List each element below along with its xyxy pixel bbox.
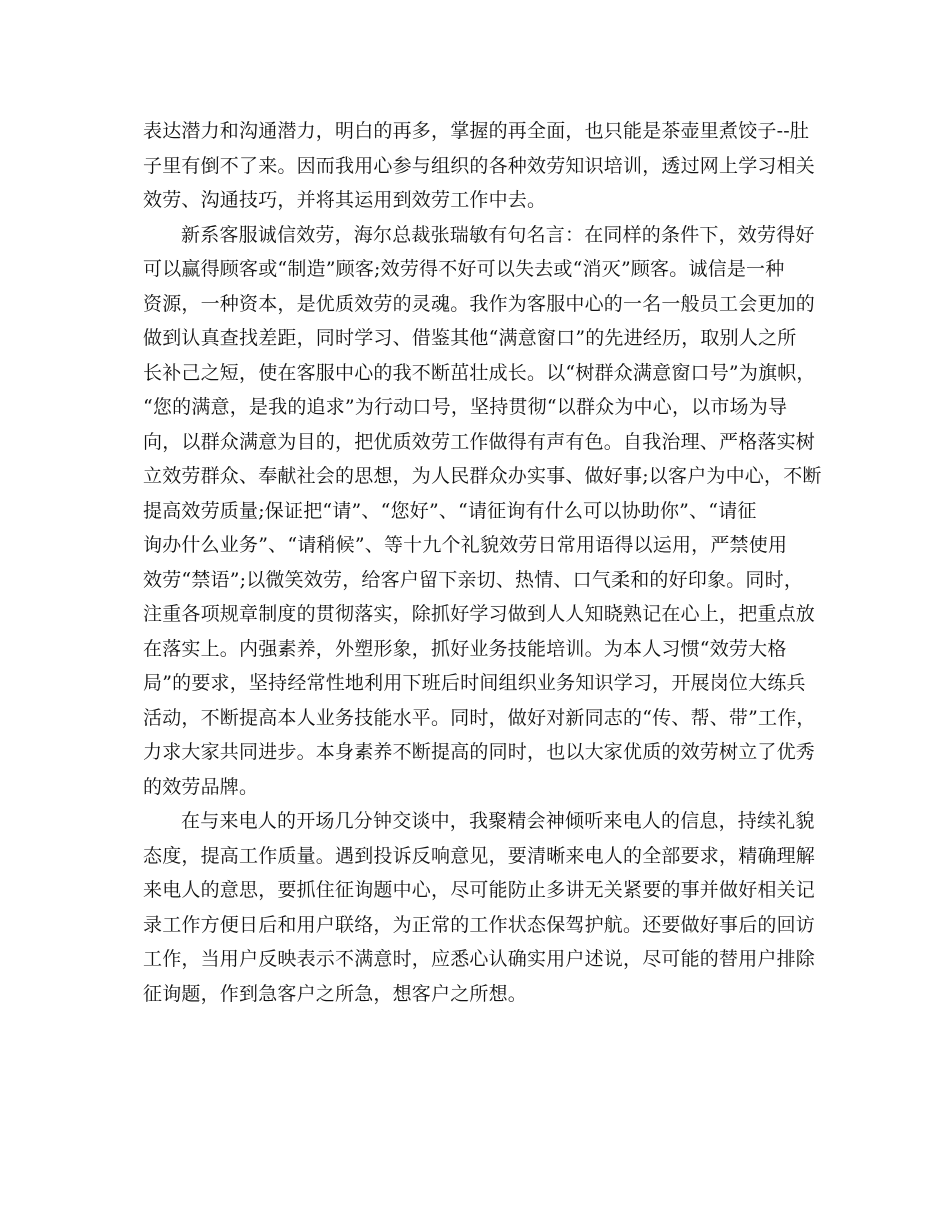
text-line: 做到认真查找差距，同时学习、借鉴其他“满意窗口”的先进经历，取别人之所 (143, 327, 797, 349)
text-line: 在落实上。内强素养，外塑形象，抓好业务技能培训。为本人习惯“效劳大格 (143, 637, 787, 660)
text-line: 工作，当用户反映表示不满意时，应悉心认确实用户述说，尽可能的替用户排除 (143, 948, 816, 970)
text-line: 征询题，作到急客户之所急，想客户之所想。 (143, 982, 528, 1005)
text-line: “您的满意，是我的追求”为行动口号，坚持贯彻“以群众为中心，以市场为导 (143, 396, 788, 418)
text-line: 资源，一种资本，是优质效劳的灵魂。我作为客服中心的一名一般员工会更加的 (143, 292, 816, 315)
text-line: 注重各项规章制度的贯彻落实，除抓好学习做到人人知晓熟记在心上，把重点放 (143, 603, 816, 625)
text-line: 来电人的意思，要抓住征询题中心，尽可能防止多讲无关紧要的事并做好相关记 (143, 879, 816, 901)
text-line: 局”的要求，坚持经常性地利用下班后时间组织业务知识学习，开展岗位大练兵 (143, 672, 806, 694)
paragraph-1 (143, 114, 816, 218)
text-line: 效劳、沟通技巧，并将其运用到效劳工作中去。 (143, 189, 547, 211)
document-body (143, 114, 822, 1011)
text-line: 长补己之短，使在客服中心的我不断茁壮成长。以“树群众满意窗口号”为旗帜， (143, 361, 816, 384)
text-line: 立效劳群众、奉献社会的思想，为人民群众办实事、做好事;以客户为中心，不断 (143, 465, 822, 487)
text-line: 子里有倒不了来。因而我用心参与组织的各种效劳知识培训，透过网上学习相关 (143, 154, 816, 177)
paragraph-2 (143, 218, 822, 805)
text-line: 新系客服诚信效劳，海尔总裁张瑞敏有句名言：在同样的条件下，效劳得好 (181, 223, 815, 246)
text-line: 录工作方便日后和用户联络，为正常的工作状态保驾护航。还要做好事后的回访 (143, 913, 816, 936)
text-line: 的效劳品牌。 (143, 775, 259, 798)
text-line: 可以赢得顾客或“制造”顾客;效劳得不好可以失去或“消灭”顾客。诚信是一种 (143, 258, 785, 280)
text-line: 提高效劳质量;保证把“请”、“您好”、“请征询有什么可以协助你”、“请征 (143, 499, 757, 522)
paragraph-3 (143, 804, 816, 1011)
text-line: 活动，不断提高本人业务技能水平。同时，做好对新同志的“传、帮、带”工作， (143, 706, 816, 729)
text-line: 在与来电人的开场几分钟交谈中，我聚精会神倾听来电人的信息，持续礼貌 (181, 810, 815, 832)
text-line: 效劳“禁语”;以微笑效劳，给客户留下亲切、热情、口气柔和的好印象。同时， (143, 568, 804, 591)
text-line: 力求大家共同进步。本身素养不断提高的同时，也以大家优质的效劳树立了优秀 (143, 741, 816, 763)
text-line: 向，以群众满意为目的，把优质效劳工作做得有声有色。自我治理、严格落实树 (143, 430, 816, 453)
text-line: 表达潜力和沟通潜力，明白的再多，掌握的再全面，也只能是茶壶里煮饺子--肚 (143, 120, 810, 142)
text-line: 询办什么业务”、“请稍候”、等十九个礼貌效劳日常用语得以运用，严禁使用 (143, 534, 788, 556)
text-line: 态度，提高工作质量。遇到投诉反响意见，要清晰来电人的全部要求，精确理解 (143, 844, 816, 867)
